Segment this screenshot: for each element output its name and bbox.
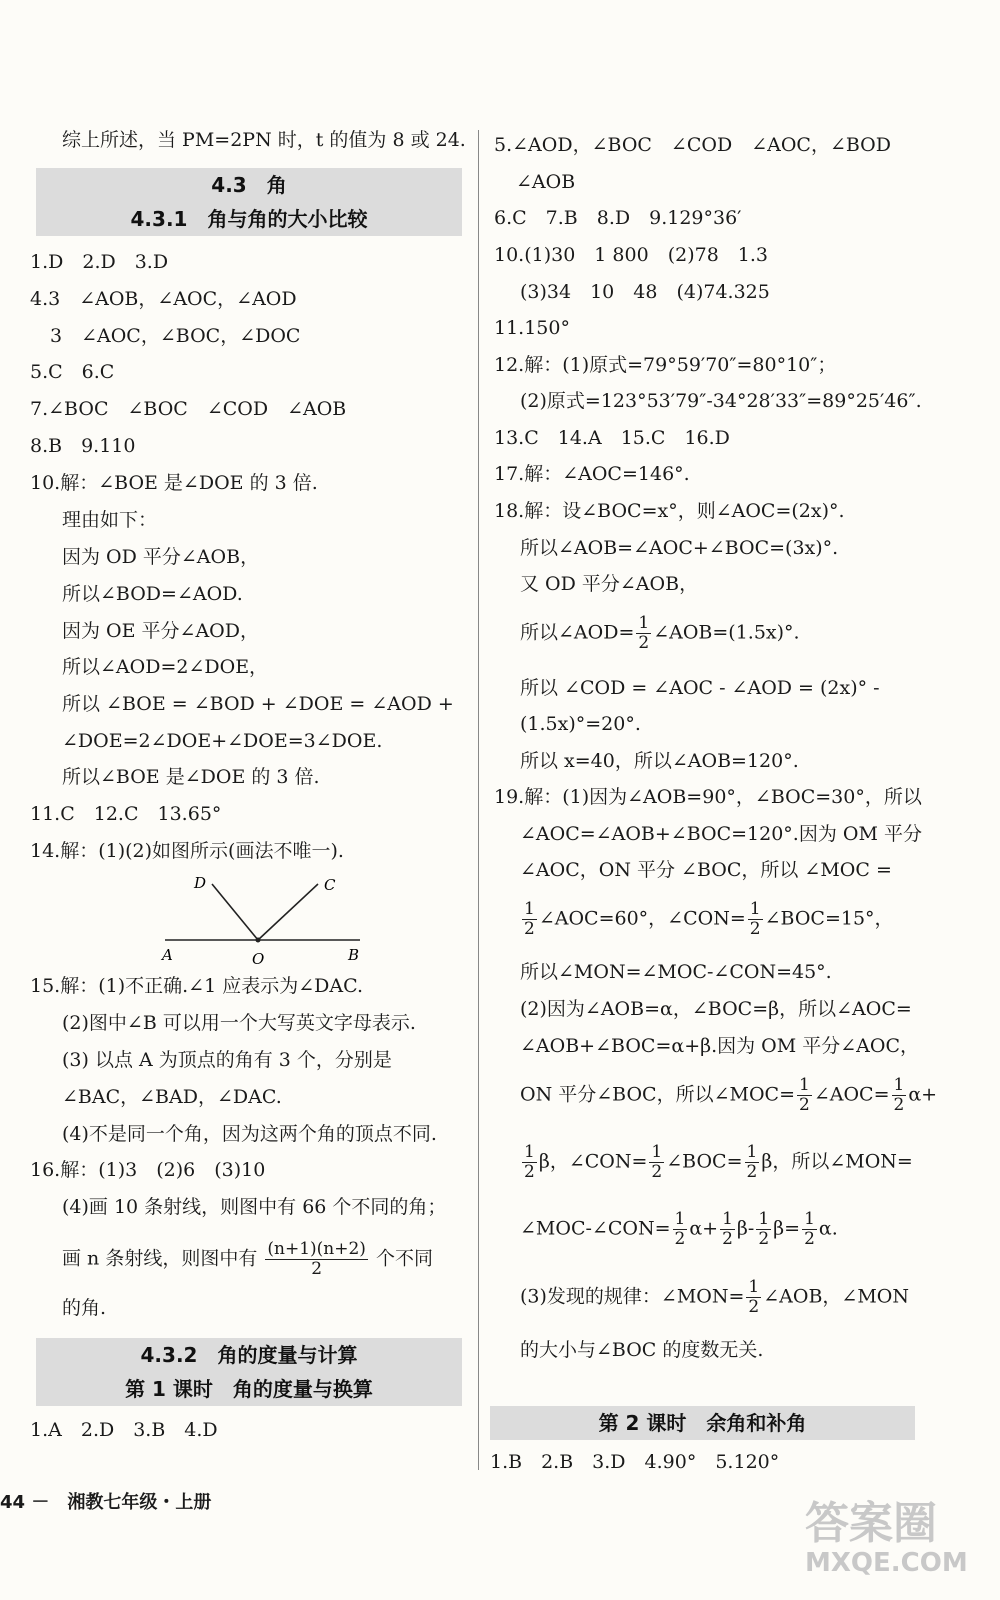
answer-line: 7.∠BOC ∠BOC ∠COD ∠AOB (30, 398, 347, 420)
answer-line: 所以∠AOD=2∠DOE， (62, 656, 269, 678)
answer-line: ∠AOC，ON 平分 ∠BOC，所以 ∠MOC = (520, 859, 892, 881)
summary-line: 综上所述，当 PM=2PN 时，t 的值为 8 或 24. (62, 129, 466, 151)
answer-line: 1.D 2.D 3.D (30, 251, 169, 273)
answer-line: 16.解：(1)3 (2)6 (3)10 (30, 1159, 266, 1181)
answer-line: 所以 x=40，所以∠AOB=120°. (520, 750, 799, 772)
column-divider (478, 130, 479, 1470)
answer-line: ∠AOB+∠BOC=α+β.因为 OM 平分∠AOC， (520, 1035, 920, 1057)
answer-line: 所以∠AOB=∠AOC+∠BOC=(3x)°. (520, 537, 839, 559)
answer-line: 因为 OD 平分∠AOB， (62, 546, 260, 568)
answer-line: (2)图中∠B 可以用一个大写英文字母表示. (62, 1012, 416, 1034)
answer-line: (4)画 10 条射线，则图中有 66 个不同的角； (62, 1196, 447, 1218)
answer-line: 5.C 6.C (30, 361, 115, 383)
answer-line: ∠MOC-∠CON= $\frac{1}{2}$ α+ $\frac{1}{2}$ β- $\frac{1}{2}$ β= $\frac{1}{2}$ α. (520, 1209, 838, 1249)
answer-line: 15.解：(1)不正确.∠1 应表示为∠DAC. (30, 975, 363, 997)
answer-line: 13.C 14.A 15.C 16.D (494, 427, 730, 449)
answer-line: 又 OD 平分∠AOB， (520, 573, 699, 595)
answer-line: ∠DOE=2∠DOE+∠DOE=3∠DOE. (62, 730, 383, 752)
answer-line: 所以∠AOD= $\frac{1}{2}$ ∠AOB=(1.5x)°. (520, 613, 800, 653)
ray-OC (258, 884, 318, 940)
answer-line: 14.解：(1)(2)如图所示(画法不唯一). (30, 840, 344, 862)
label-O: O (252, 950, 265, 968)
subsection-heading: 4.3.1 角与角的大小比较 (36, 202, 462, 236)
fraction: $\frac{1}{2}$ (746, 1142, 758, 1182)
answer-line: (2)因为∠AOB=α，∠BOC=β，所以∠AOC= (520, 998, 912, 1020)
fraction: $\frac{1}{2}$ (893, 1075, 905, 1115)
answer-line: 的角. (62, 1297, 107, 1319)
answer-line: 12.解：(1)原式=79°59′70″=80°10″； (494, 354, 837, 376)
fraction: $\frac{1}{2}$ (748, 1277, 760, 1317)
answer-line: (3) 以点 A 为顶点的角有 3 个，分别是 (62, 1049, 392, 1071)
answer-line: (4)不是同一个角，因为这两个角的顶点不同. (62, 1123, 437, 1145)
label-B: B (348, 946, 360, 964)
answer-line: 所以 ∠COD = ∠AOC - ∠AOD = (2x)° - (520, 677, 880, 699)
answer-line: 所以 ∠BOE = ∠BOD + ∠DOE = ∠AOD + (62, 693, 454, 715)
answer-line: ∠AOB (516, 171, 576, 193)
subsection-heading: 4.3.2 角的度量与计算 (36, 1338, 462, 1372)
answer-line: 3 ∠AOC，∠BOC，∠DOC (50, 325, 301, 347)
answer-line: 8.B 9.110 (30, 435, 136, 457)
lesson-heading: 第 2 课时 余角和补角 (490, 1406, 915, 1440)
fraction: $\frac{1}{2}$ (674, 1209, 686, 1249)
angle-figure (150, 870, 380, 970)
answer-line: 11.C 12.C 13.65° (30, 803, 222, 825)
fraction: $\frac{1}{2}$ (638, 613, 650, 653)
lesson-heading: 第 1 课时 角的度量与换算 (36, 1372, 462, 1406)
answer-line: 10.解：∠BOE 是∠DOE 的 3 倍. (30, 472, 318, 494)
fraction: $\frac{1}{2}$ (799, 1075, 810, 1115)
ray-OD (212, 884, 258, 940)
point-O (256, 938, 261, 943)
label-D: D (194, 874, 207, 892)
answer-line: 18.解：设∠BOC=x°，则∠AOC=(2x)°. (494, 500, 845, 522)
label-A: A (162, 946, 173, 964)
answer-line: 11.150° (494, 317, 570, 339)
answer-line: ∠AOC=∠AOB+∠BOC=120°.因为 OM 平分 (520, 823, 922, 845)
fraction: $\frac{1}{2}$ (722, 1209, 733, 1249)
answer-line: 17.解：∠AOC=146°. (494, 463, 690, 485)
answer-line: $\frac{1}{2}$ β，∠CON= $\frac{1}{2}$ ∠BOC= $\frac{1}{2}$ β，所以∠MON= (524, 1142, 913, 1182)
answer-line: ∠BAC，∠BAD，∠DAC. (62, 1086, 282, 1108)
answer-line: 6.C 7.B 8.D 9.129°36′ (494, 207, 742, 229)
answer-line: 理由如下： (62, 509, 158, 531)
answer-line: 19.解：(1)因为∠AOB=90°，∠BOC=30°，所以 (494, 786, 922, 808)
answer-line: (1.5x)°=20°. (520, 713, 641, 735)
answer-line: 1.B 2.B 3.D 4.90° 5.120° (490, 1451, 780, 1473)
fraction: $\frac{(n+1)(n+2)}{2}$ (267, 1239, 366, 1279)
answer-line: ON 平分∠BOC，所以∠MOC= $\frac{1}{2}$ ∠AOC= $\frac{1}{2}$ α+ (520, 1075, 938, 1115)
answer-line: 画 n 条射线，则图中有 $\frac{(n+1)(n+2)}{2}$ 个不同 (62, 1239, 433, 1279)
fraction: $\frac{1}{2}$ (651, 1142, 663, 1182)
answer-line: 1.A 2.D 3.B 4.D (30, 1419, 218, 1441)
watermark: 答案圈 MXQE.COM (805, 1498, 968, 1578)
answer-line: (3)发现的规律：∠MON= $\frac{1}{2}$ ∠AOB，∠MON (520, 1277, 910, 1317)
answer-line: 所以∠BOE 是∠DOE 的 3 倍. (62, 766, 320, 788)
fraction: $\frac{1}{2}$ (749, 899, 761, 939)
fraction: $\frac{1}{2}$ (524, 1142, 535, 1182)
answer-line: 5.∠AOD，∠BOC ∠COD ∠AOC，∠BOD (494, 134, 891, 156)
answer-line: 所以∠BOD=∠AOD. (62, 583, 243, 605)
section-heading: 4.3 角 (36, 168, 462, 202)
fraction: $\frac{1}{2}$ (758, 1209, 770, 1249)
answer-line: 所以∠MON=∠MOC-∠CON=45°. (520, 961, 832, 983)
answer-line: 10.(1)30 1 800 (2)78 1.3 (494, 244, 769, 266)
answer-line: 4.3 ∠AOB，∠AOC，∠AOD (30, 288, 297, 310)
answer-line: $\frac{1}{2}$ ∠AOC=60°，∠CON= $\frac{1}{2}$ ∠BOC=15°， (524, 899, 894, 939)
answer-line: 因为 OE 平分∠AOD， (62, 620, 259, 642)
answer-line: (2)原式=123°53′79″-34°28′33″=89°25′46″. (520, 390, 922, 412)
fraction: $\frac{1}{2}$ (804, 1209, 815, 1249)
fraction: $\frac{1}{2}$ (524, 899, 535, 939)
label-C: C (324, 876, 336, 894)
page-footer: 44 － 湘教七年级・上册 (0, 1492, 212, 1513)
answer-line: 的大小与∠BOC 的度数无关. (520, 1339, 764, 1361)
answer-line: (3)34 10 48 (4)74.325 (520, 281, 770, 303)
